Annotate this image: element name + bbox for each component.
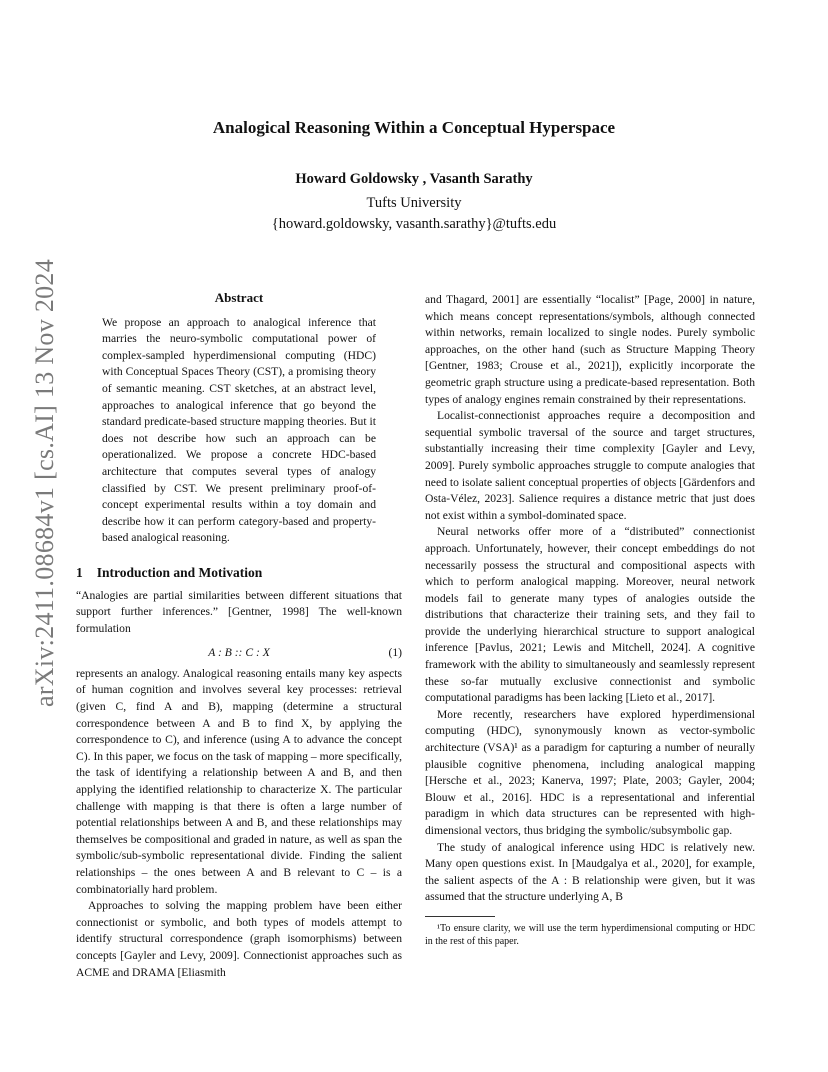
- intro-paragraph-1: “Analogies are partial similarities between different situations that support further inferences.” [Gentner, 1998] The well-known formulation: [76, 588, 402, 635]
- right-paragraph-5: The study of analogical inference using HDC is relatively new. Many open questions exist. In [Maudgalya et al., 2020], for example, the salient aspects of the A : B relationship were given, but it was assumed that the structure underlying A, B: [425, 840, 755, 904]
- arxiv-stamp-text: arXiv:2411.08684v1 [cs.AI] 13 Nov 2024: [30, 258, 60, 708]
- affiliation: Tufts University: [366, 195, 462, 211]
- right-paragraph-4: More recently, researchers have explored hyperdimensional computing (HDC), synonymously known as vector-symbolic architecture (VSA)¹ as a paradigm for capturing a number of neurally plausible cognitive phenomena, including analogical mapping [Hersche et al., 2023; Kanerva, 1997; Plate, 2003; Gayler, 2004; Blouw et al., 2016]. HDC is a representational and inferential paradigm in which data structures can be represented with high-dimensional vectors, thus bridging the symbolic/subsymbolic gap.: [425, 707, 755, 837]
- left-column: [76, 290, 402, 981]
- right-paragraph-3: Neural networks offer more of a “distributed” connectionist approach. Unfortunately, however, their concept embeddings do not necessarily possess the structural and compositional aspects with which to perform analogical mapping. Moreover, neural network models fail to generate many types of analogies outside the distributions that characterize their training sets, and they fail to provide the underlying hierarchical structure to support analogical inference [Pavlus, 2021; Lewis and Mitchell, 2024]. A cognitive framework with the ability to simultaneously and seamlessly represent these so-far mutually exclusive connectionist and symbolic computational paradigms has been lacking [Lieto et al., 2017].: [425, 525, 755, 705]
- authors: Howard Goldowsky , Vasanth Sarathy: [295, 171, 533, 187]
- intro-paragraph-3: Approaches to solving the mapping problem have been either connectionist or symbolic, and both types of models attempt to identify structural correspondence (graph isomorphisms) between concepts [Gayler and Levy, 2009]. Connectionist approaches such as ACME and DRAMA [Eliasmith: [76, 899, 402, 979]
- equation-number: (1): [388, 646, 402, 660]
- abstract-heading: Abstract: [214, 290, 264, 305]
- paper-title: Analogical Reasoning Within a Conceptual Hyperspace: [212, 118, 616, 137]
- intro-paragraph-2: represents an analogy. Analogical reasoning entails many key aspects of human cognition and involves several key processes: retrieval (given C, find A and B), mapping (determine a structural correspondence between A and B to find X, by applying the correspondence to C), and inference (using A to advance the concept C). In this paper, we focus on the task of mapping – more specifically, the task of identifying a relationship between A and B, and then applying the identified relationship to characterize X. The particular challenge with mapping is that there is often a large number of potential relationships between A and B, and these relationships may themselves be compositional and graded in nature, as well as span the symbolic/sub-symbolic representational divide. Finding the salient relationships – the ones between A and B relevant to C – is a combinatorially hard problem.: [76, 666, 402, 896]
- section-number: 1: [76, 564, 83, 580]
- equation-text: A : B :: C : X: [208, 646, 270, 660]
- footnote-rule: [425, 916, 495, 917]
- right-column: [425, 292, 755, 948]
- author-email: {howard.goldowsky, vasanth.sarathy}@tufts.edu: [271, 216, 557, 232]
- right-paragraph-2: Localist-connectionist approaches require a decomposition and sequential symbolic traversal of the source and target structures, substantially increasing their time complexity [Gayler and Levy, 2009]. Purely symbolic approaches struggle to compute analogies that need to isolate salient conceptual properties of objects [Gärdenfors and Osta-Vélez, 2023]. Salience requires a distance metric that just does not exist within a symbol-dominated space.: [425, 409, 755, 522]
- section-title: Introduction and Motivation: [96, 564, 263, 580]
- arxiv-stamp: [20, 258, 70, 708]
- footnote: ¹To ensure clarity, we will use the term hyperdimensional computing or HDC in the rest of this paper.: [425, 922, 755, 947]
- abstract-body: We propose an approach to analogical inference that marries the neuro-symbolic computational power of complex-sampled hyperdimensional computing (HDC) with Conceptual Spaces Theory (CST), a promising theory of semantic meaning. CST sketches, at an abstract level, approaches to analogical inference that go beyond the standard predicate-based structure mapping theories. But it does not describe how such an approach can be operationalized. We propose a concrete HDC-based architecture that computes several types of analogy classified by CST. We present preliminary proof-of-concept experimental results within a toy domain and describe how it can perform category-based and property-based analogical reasoning.: [102, 315, 376, 545]
- equation-1: [76, 645, 402, 662]
- right-paragraph-1: and Thagard, 2001] are essentially “localist” [Page, 2000] in nature, which means concept representations/symbols, although connected within networks, remain localized to single nodes. Purely symbolic approaches, on the other hand (such as Structure Mapping Theory [Gentner, 1983; Crouse et al., 2021]), explicitly incorporate the geometric graph structure using a predicate-based representation. Both types of analogy engines remain constrained by their representations.: [425, 293, 755, 406]
- section-heading: [76, 565, 402, 582]
